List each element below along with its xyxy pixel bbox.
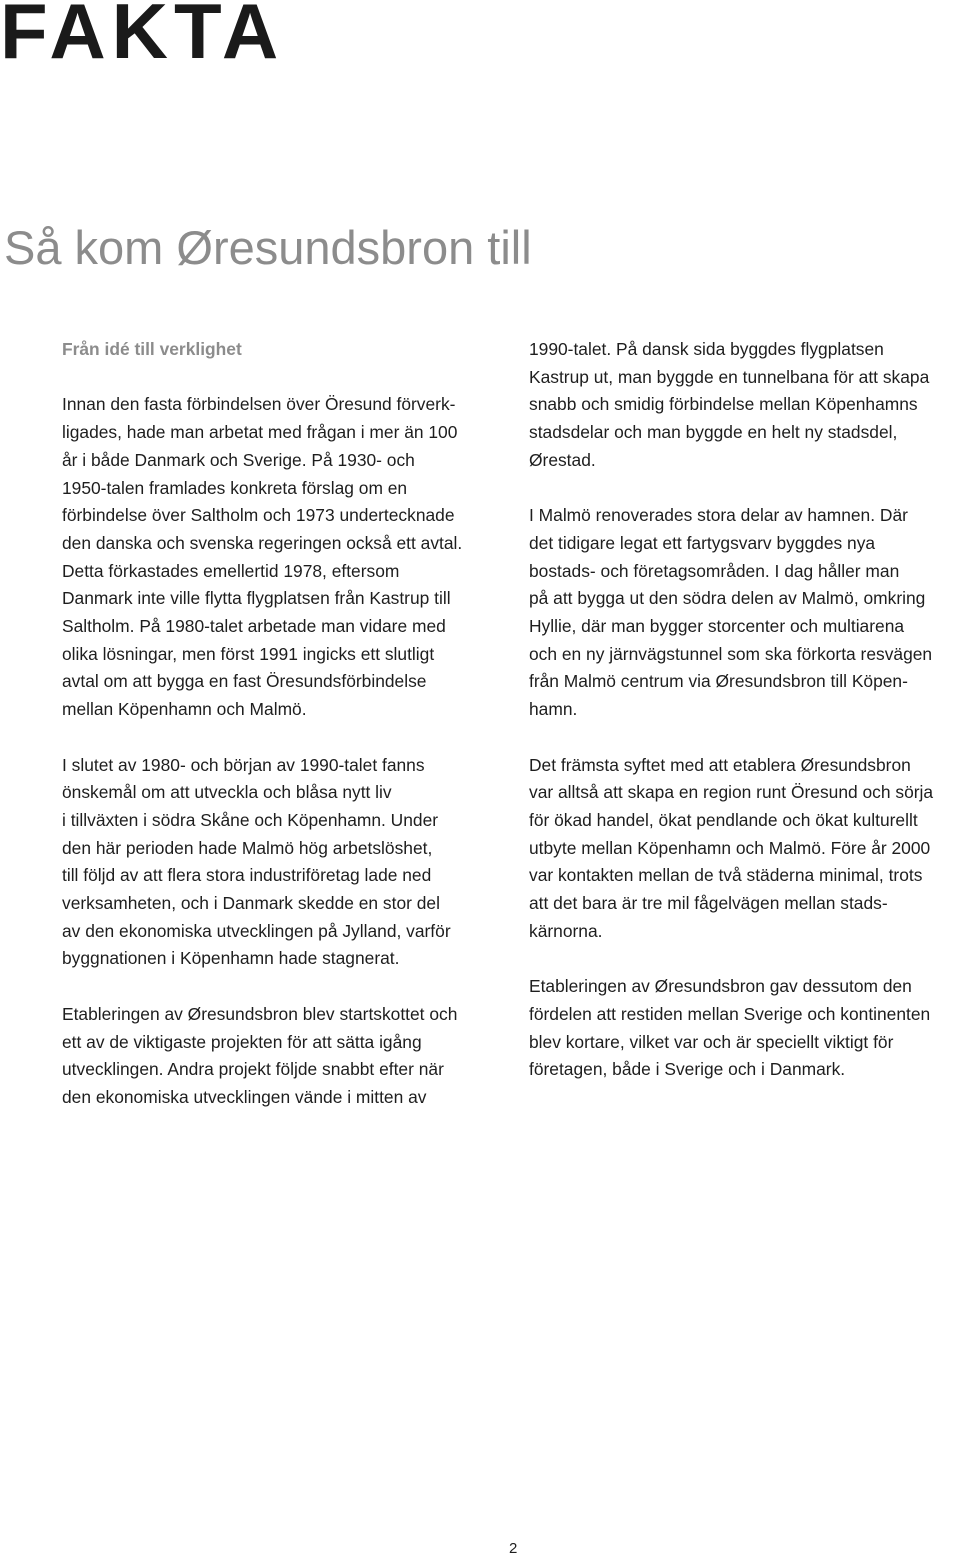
paragraph-line: Det främsta syftet med att etablera Øresundsbron — [529, 754, 911, 775]
left-paragraphs — [62, 391, 502, 1111]
page-number: 2 — [509, 1540, 518, 1557]
paragraph-line: ligades, hade man arbetat med frågan i mer än 100 — [62, 422, 458, 443]
paragraph-line: bostads- och företagsområden. I dag håller man — [529, 560, 900, 581]
paragraph-line: Ørestad. — [529, 449, 596, 470]
page-title: Så kom Øresundsbron till — [4, 221, 532, 274]
paragraph-line: fördelen att restiden mellan Sverige och kontinenten — [529, 1003, 931, 1024]
paragraph-line: utbyte mellan Köpenhamn och Malmö. Före år 2000 — [529, 837, 931, 858]
left-column — [62, 336, 502, 1139]
paragraph-line: Etableringen av Øresundsbron gav dessutom den — [529, 976, 912, 997]
paragraph-line: i tillväxten i södra Skåne och Köpenhamn. Under — [62, 809, 439, 830]
paragraph-line: företagen, både i Sverige och i Danmark. — [529, 1059, 846, 1080]
paragraph-line: Saltholm. På 1980-talet arbetade man vidare med — [62, 616, 446, 637]
body-paragraph — [529, 336, 960, 475]
paragraph-line: Hyllie, där man bygger storcenter och multiarena — [529, 616, 905, 637]
paragraph-line: Danmark inte ville flytta flygplatsen från Kastrup till — [62, 588, 451, 609]
paragraph-line: för ökad handel, ökat pendlande och ökat kulturellt — [529, 809, 918, 830]
paragraph-line: I slutet av 1980- och början av 1990-talet fanns — [62, 754, 425, 775]
body-paragraph — [62, 752, 502, 974]
paragraph-line: stadsdelar och man byggde en helt ny stadsdel, — [529, 422, 898, 443]
paragraph-line: den danska och svenska regeringen också ett avtal. — [62, 532, 463, 553]
paragraph-line: Innan den fasta förbindelsen över Öresund förverk- — [62, 394, 456, 415]
body-paragraph — [529, 752, 960, 946]
paragraph-line: var kontakten mellan de två städerna minimal, trots — [529, 865, 923, 886]
paragraph-line: det tidigare legat ett fartygsvarv byggdes nya — [529, 532, 876, 553]
paragraph-line: avtal om att bygga en fast Öresundsförbindelse — [62, 671, 427, 692]
paragraph-line: verksamheten, och i Danmark skedde en stor del — [62, 893, 440, 914]
paragraph-line: av den ekonomiska utvecklingen på Jylland, varför — [62, 920, 451, 941]
right-paragraphs — [529, 336, 960, 1084]
paragraph-line: byggnationen i Köpenhamn hade stagnerat. — [62, 948, 400, 969]
paragraph-line: snabb och smidig förbindelse mellan Köpenhamns — [529, 394, 918, 415]
paragraph-line: från Malmö centrum via Øresundsbron till Köpen- — [529, 671, 908, 692]
paragraph-line: förbindelse över Saltholm och 1973 undertecknade — [62, 505, 455, 526]
paragraph-line: I Malmö renoverades stora delar av hamnen. Där — [529, 505, 908, 526]
body-paragraph — [529, 502, 960, 724]
paragraph-line: Etableringen av Øresundsbron blev startskottet och — [62, 1003, 458, 1024]
body-paragraph — [529, 973, 960, 1084]
paragraph-line: 1990-talet. På dansk sida byggdes flygplatsen — [529, 339, 884, 359]
paragraph-line: att det bara är tre mil fågelvägen mellan stads- — [529, 893, 888, 914]
paragraph-line: till följd av att flera stora industriföretag lade ned — [62, 865, 432, 886]
paragraph-line: blev kortare, vilket var och är speciellt viktigt för — [529, 1031, 894, 1052]
paragraph-line: utvecklingen. Andra projekt följde snabbt efter när — [62, 1059, 444, 1080]
paragraph-line: hamn. — [529, 699, 578, 720]
paragraph-line: olika lösningar, men först 1991 ingicks ett slutligt — [62, 643, 435, 664]
paragraph-line: år i både Danmark och Sverige. På 1930- och — [62, 449, 415, 470]
subheading: Från idé till verklighet — [62, 339, 242, 359]
paragraph-line: Kastrup ut, man byggde en tunnelbana för att skapa — [529, 366, 930, 387]
paragraph-line: mellan Köpenhamn och Malmö. — [62, 699, 307, 720]
paragraph-line: den här perioden hade Malmö hög arbetslöshet, — [62, 837, 433, 858]
body-paragraph — [62, 391, 502, 723]
paragraph-line: 1950-talen framlades konkreta förslag om en — [62, 477, 408, 498]
section-kicker: FAKTA — [0, 0, 285, 75]
paragraph-line: var alltså att skapa en region runt Öresund och sörja — [529, 782, 934, 803]
paragraph-line: ett av de viktigaste projekten för att sätta igång — [62, 1031, 422, 1052]
paragraph-line: den ekonomiska utvecklingen vände i mitten av — [62, 1086, 427, 1107]
paragraph-line: kärnorna. — [529, 920, 603, 941]
paragraph-line: på att bygga ut den södra delen av Malmö, omkring — [529, 588, 926, 609]
paragraph-line: Detta förkastades emellertid 1978, eftersom — [62, 560, 400, 581]
right-column — [529, 336, 960, 1112]
paragraph-line: och en ny järnvägstunnel som ska förkorta resvägen — [529, 643, 933, 664]
body-paragraph — [62, 1001, 502, 1112]
paragraph-line: önskemål om att utveckla och blåsa nytt liv — [62, 782, 392, 803]
